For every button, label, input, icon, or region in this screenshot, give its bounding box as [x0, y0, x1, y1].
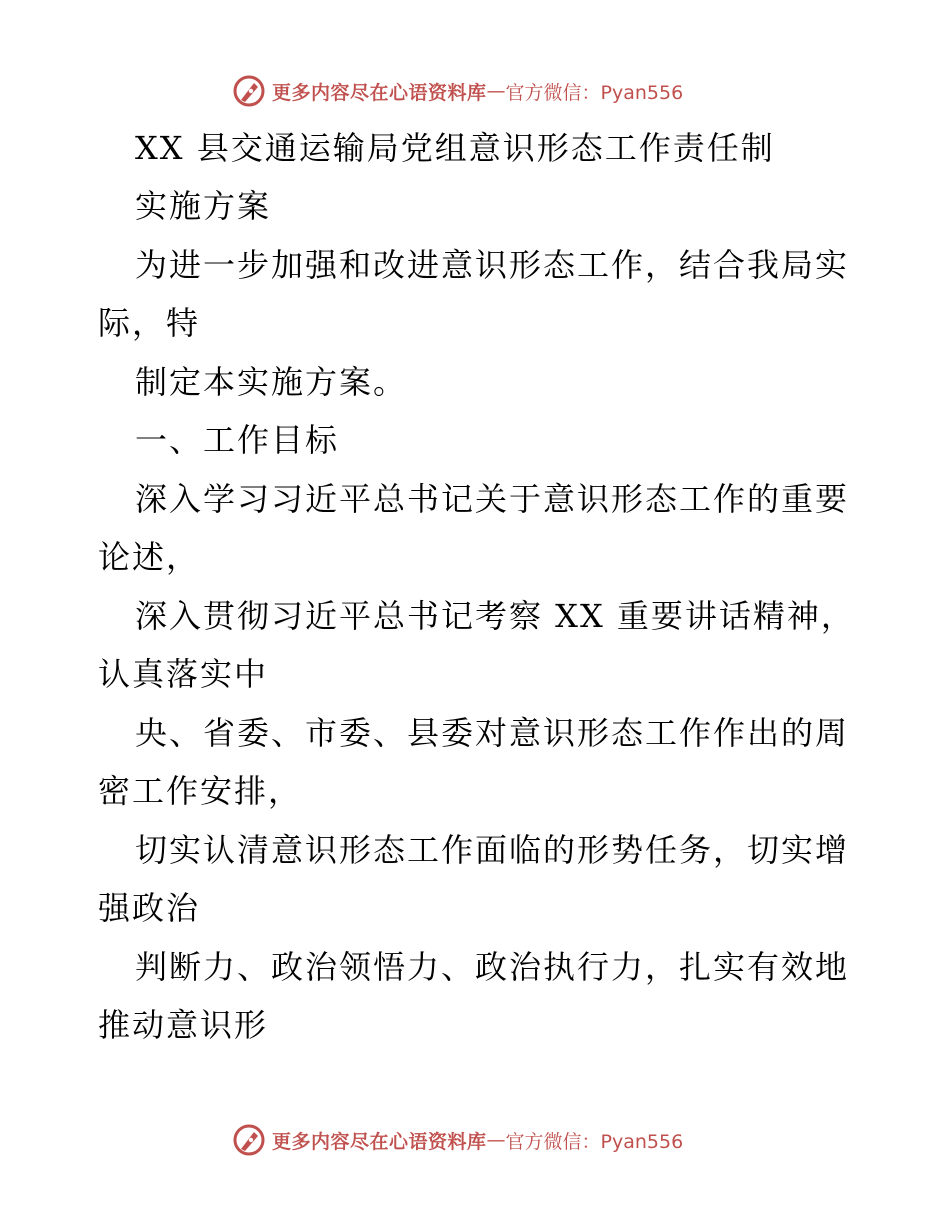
header-watermark — [232, 71, 683, 111]
paragraph-line: 论述， — [98, 538, 201, 576]
paragraph-line: 强政治 — [98, 889, 201, 927]
paragraph-line: 为进一步加强和改进意识形态工作，结合我局实 — [135, 246, 850, 284]
document-title: XX 县交通运输局党组意识形态工作责任制 — [135, 129, 775, 167]
paragraph-line: 央、省委、市委、县委对意识形态工作作出的周 — [135, 714, 850, 752]
paragraph-line: 制定本实施方案。 — [135, 363, 408, 401]
watermark-separator: — — [486, 1129, 506, 1151]
watermark-contact: 官方微信：Pyan556 — [505, 1130, 684, 1153]
paragraph-line: 深入学习习近平总书记关于意识形态工作的重要 — [135, 480, 850, 518]
paragraph-line: 推动意识形 — [98, 1006, 269, 1044]
paragraph-line: 判断力、政治领悟力、政治执行力，扎实有效地 — [135, 948, 850, 986]
paragraph-line: 密工作安排， — [98, 772, 303, 810]
paragraph-line: 切实认清意识形态工作面临的形势任务，切实增 — [135, 831, 850, 869]
section-heading: 一、工作目标 — [135, 421, 340, 459]
watermark-label: 更多内容尽在心语资料库 — [272, 81, 487, 104]
watermark-contact: 官方微信：Pyan556 — [505, 81, 684, 104]
paragraph-line: 际，特 — [98, 304, 201, 342]
watermark-separator: — — [486, 80, 506, 102]
watermark-label: 更多内容尽在心语资料库 — [272, 1130, 487, 1153]
pen-nib-seal-icon — [232, 1123, 266, 1157]
paragraph-line: 深入贯彻习近平总书记考察 XX 重要讲话精神， — [135, 597, 855, 635]
footer-watermark — [232, 1120, 683, 1160]
paragraph-line: 认真落实中 — [98, 655, 269, 693]
pen-nib-seal-icon — [232, 74, 266, 108]
document-subtitle: 实施方案 — [135, 187, 272, 225]
